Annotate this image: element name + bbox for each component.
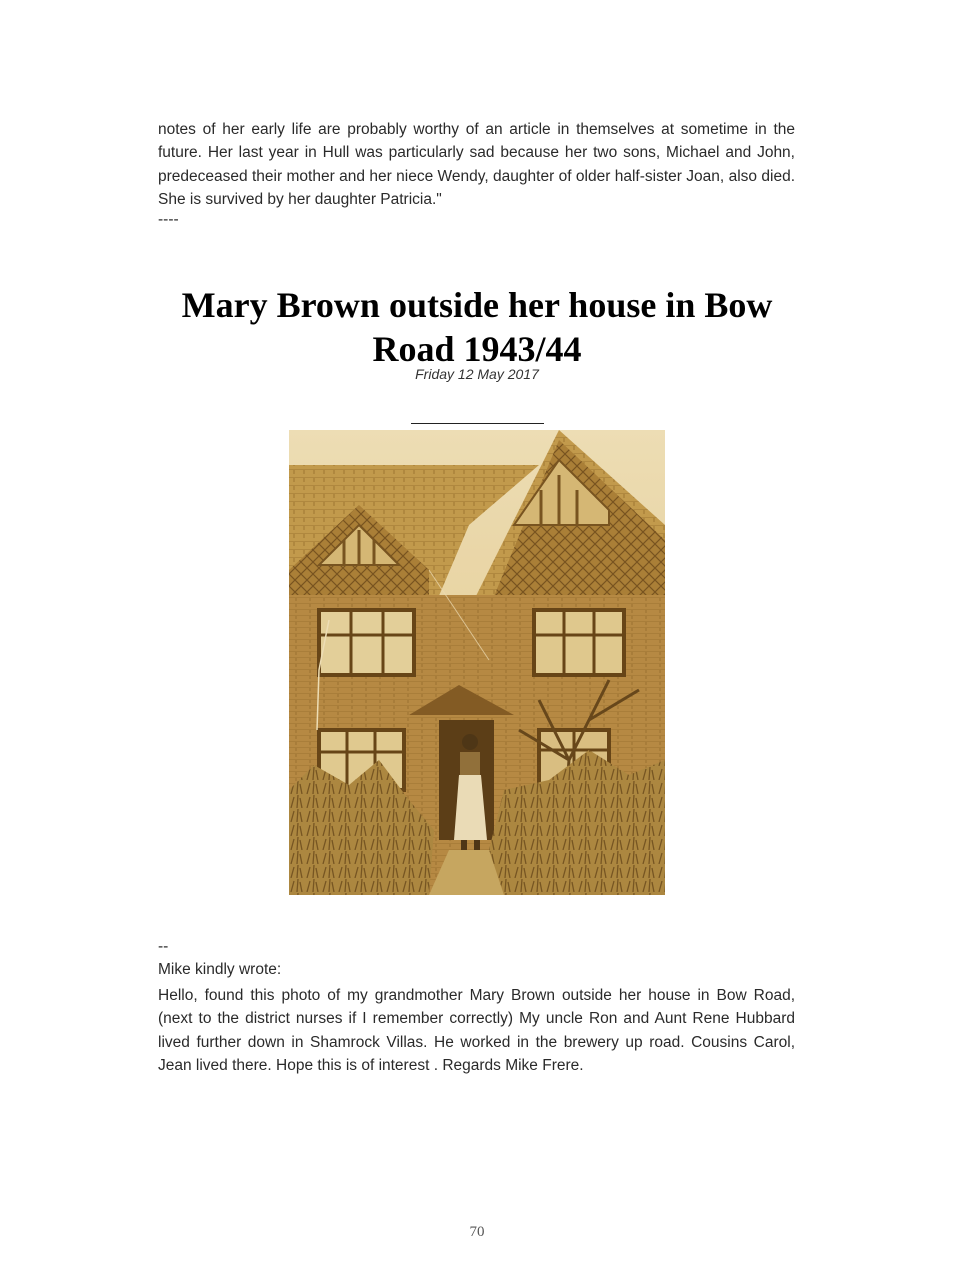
comment-separator: -- (158, 938, 169, 955)
sepia-house-photo-icon (289, 430, 665, 895)
intro-paragraph (158, 118, 795, 211)
post-date: Friday 12 May 2017 (415, 366, 539, 382)
house-photo (289, 430, 665, 895)
comment-author-line: Mike kindly wrote: (158, 961, 282, 978)
intro-text: notes of her early life are probably worthy of an article in themselves at sometime in the future. Her last year in Hull was particularly sad because her two sons, Michael and John, predeceased their mother and her niece Wendy, daughter of older half-sister Joan, also died. She is survived by her daughter Patricia." (158, 121, 795, 208)
comment-paragraph (158, 984, 795, 1077)
page-number: 70 (469, 1224, 485, 1240)
comment-text: Hello, found this photo of my grandmother Mary Brown outside her house in Bow Road, (next to the district nurses if I remember correctly) My uncle Ron and Aunt Rene Hubbard lived further down in Shamrock Villas. He worked in the brewery up road. Cousins Carol, Jean lived there. Hope this is of interest . Regards Mike Frere. (158, 987, 795, 1074)
post-title: Mary Brown outside her house in Bow Road 1943/44 (181, 285, 773, 369)
title-divider (411, 423, 544, 424)
section-separator: ---- (158, 211, 179, 228)
